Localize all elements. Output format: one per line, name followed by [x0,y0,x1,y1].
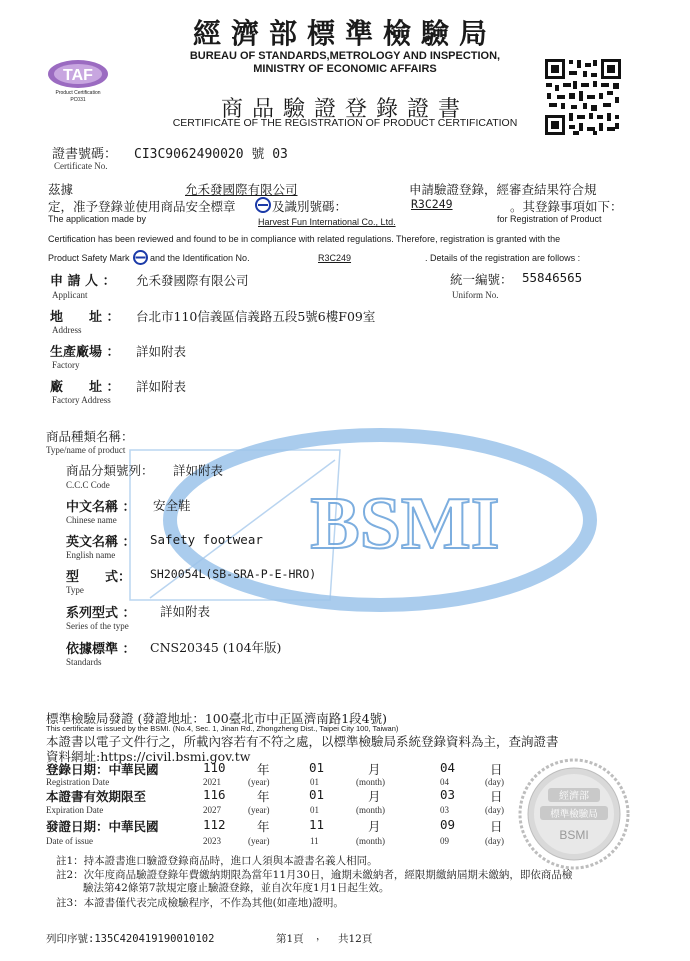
reg-month-unit: 月 [368,762,381,777]
reg-day-unit-en: (day) [485,777,504,787]
exp-month-en: 01 [310,805,319,815]
address-label: 地 址 ： [50,310,120,325]
exp-year: 116 [203,787,226,802]
reg-day-en: 04 [440,777,449,787]
issue-year-unit-en: (year) [248,836,270,846]
en-name-label: 英文名稱 ： [66,535,136,550]
en-name-label-en: English name [66,550,116,560]
applicant-value: 允禾發國際有限公司 [136,273,249,288]
intro-line2-a: 定，准予登錄並使用商品安全標章 [48,199,236,214]
issue-year-unit: 年 [257,819,270,834]
standard-value: CNS20345 (104年版) [150,640,282,655]
factory-label: 生產廠場 ： [50,345,120,360]
exp-day-en: 03 [440,805,449,815]
intro-en1-company: Harvest Fun International Co., Ltd. [258,217,396,227]
seal-line3: BSMI [559,828,589,842]
reg-date-label: 登錄日期：中華民國 [46,762,159,777]
en-name-value: Safety footwear [150,532,263,547]
note-1: 註1：持本證書進口驗證登錄商品時，進口人須與本證書名義人相同。 [56,855,378,867]
seal-line2: 標準檢驗局 [550,809,598,820]
factory-label-en: Factory [52,360,80,370]
issue-date-label-en: Date of issue [46,836,93,846]
bsmi-seal [518,758,630,870]
model-label: 型 式： [66,570,132,585]
ccc-label-en: C.C.C Code [66,480,110,490]
issue-day-en: 09 [440,836,449,846]
issuer-line1-en: This certificate is issued by the BSMI. (No.4, Sec. 1, Jinan Rd., Zhongzheng Dist., Taipei City 100, Taiwan) [46,724,399,733]
issuer-line3: 資料網址:https://civil.bsmi.gov.tw [46,749,251,764]
reg-year-ad: 2021 [203,777,221,787]
factory-value: 詳如附表 [136,344,187,359]
exp-year-unit-en: (year) [248,805,270,815]
exp-month-unit: 月 [368,789,381,804]
reg-year-unit-en: (year) [248,777,270,787]
cn-name-label-en: Chinese name [66,515,117,525]
reg-day: 04 [440,760,456,775]
intro-en3-a: Product Safety Mark [48,253,130,263]
safety-mark-icon-en [133,250,148,265]
intro-en2: Certification has been reviewed and found to be in compliance with related regulations. Therefore, registration is granted with the [48,234,561,244]
taf-sub2: PC031 [70,97,86,103]
uniform-no-value: 55846565 [522,270,583,285]
series-label-en: Series of the type [66,621,129,631]
model-value: SH20054L(SB-SRA-P-E-HRO) [150,567,317,581]
issue-day: 09 [440,817,456,832]
safety-mark-icon [255,197,271,213]
intro-en1-a: The application made by [48,214,147,224]
cn-name-label: 中文名稱 ： [66,500,136,515]
factory-address-label-en: Factory Address [52,395,111,405]
issue-month: 11 [309,817,325,832]
intro-id-code: R3C249 [411,197,453,211]
issuer-line2: 本證書以電子文件行之，所載內容若有不符之處，以標準檢驗局系統登錄資料為主，查詢證書 [46,734,559,749]
intro-en3-code: R3C249 [318,253,352,263]
note-2b: 驗法第42條第7款規定廢止驗證登錄，並自次年度1月1日起生效。 [83,882,390,894]
reg-month-en: 01 [310,777,319,787]
intro-en3-b: and the Identification No. [150,253,250,263]
intro-company-cn: 允禾發國際有限公司 [185,182,298,197]
factory-address-label: 廠 址 ： [50,380,120,395]
issuer-line1: 標準檢驗局發證 (發證地址：100臺北市中正區濟南路1段4號) [46,711,387,726]
certificate-title-cn: 商品驗證登錄證書 [220,97,469,122]
series-value: 詳如附表 [160,604,211,619]
bsmi-watermark-text: BSMI [310,483,500,565]
address-label-en: Address [52,325,82,335]
intro-line1-a: 茲據 [48,182,74,197]
ccc-value: 詳如附表 [173,463,224,478]
uniform-no-label: 統一編號： [450,272,513,287]
reg-year: 110 [203,760,226,775]
seal-line1: 經濟部 [559,791,589,802]
intro-line2-c: 。其登錄事項如下： [510,199,623,214]
note-2a: 註2：次年度商品驗證登錄年費繳納期限為當年11月30日，逾期未繳納者，經限期繳納屆期未繳納，即依商品檢 [56,869,573,881]
exp-date-label-en: Expiration Date [46,805,104,815]
note-3: 註3：本證書僅代表完成檢驗程序，不作為其他(如產地)證明。 [56,897,344,909]
issue-day-unit: 日 [490,819,503,834]
intro-line1-b: 申請驗證登錄，經審查結果符合規 [409,182,597,197]
issue-day-unit-en: (day) [485,836,504,846]
exp-day-unit: 日 [490,789,503,804]
cert-no-label-en: Certificate No. [54,161,108,171]
exp-day: 03 [440,787,456,802]
applicant-label-en: Applicant [52,290,88,300]
factory-address-value: 詳如附表 [136,379,187,394]
issue-month-unit-en: (month) [356,836,385,846]
page-total: 共12頁 [338,933,373,945]
exp-month-unit-en: (month) [356,805,385,815]
issue-month-unit: 月 [368,819,381,834]
bureau-title-en-1: BUREAU OF STANDARDS,METROLOGY AND INSPECTION, [189,50,501,62]
exp-year-ad: 2027 [203,805,221,815]
print-serial: 列印序號:135C420419190010102 [46,933,215,945]
intro-en1-b: for Registration of Product [497,214,602,224]
issue-date-label: 發證日期：中華民國 [46,819,159,834]
product-type-label-en: Type/name of product [46,445,126,455]
exp-month: 01 [309,787,325,802]
reg-year-unit: 年 [257,762,270,777]
uniform-no-label-en: Uniform No. [452,290,499,300]
page-separator: ， [316,930,327,942]
certificate-title-en: CERTIFICATE OF THE REGISTRATION OF PRODUCT CERTIFICATION [172,117,518,129]
bureau-title-cn: 經濟部標準檢驗局 [192,17,497,50]
issue-month-en: 11 [310,836,319,846]
exp-day-unit-en: (day) [485,805,504,815]
reg-month: 01 [309,760,325,775]
cert-no-label: 證書號碼： [52,147,118,162]
page-current: 第1頁 [276,933,304,945]
product-type-label: 商品種類名稱： [46,429,134,444]
intro-line2-b: 及識別號碼： [272,199,348,214]
taf-sub1: Product Certification [55,90,101,96]
svg-text:TAF: TAF [63,67,93,84]
exp-year-unit: 年 [257,789,270,804]
reg-date-label-en: Registration Date [46,777,110,787]
address-value: 台北市110信義區信義路五段5號6樓F09室 [136,309,376,324]
issue-year-ad: 2023 [203,836,221,846]
model-label-en: Type [66,585,84,595]
issue-year: 112 [203,817,226,832]
applicant-label: 申 請 人 ： [50,274,116,289]
ccc-label: 商品分類號列： [66,463,154,478]
exp-date-label: 本證書有效期限至 [46,789,147,804]
cn-name-value: 安全鞋 [153,498,191,513]
reg-day-unit: 日 [490,762,503,777]
bureau-title-en-2: MINISTRY OF ECONOMIC AFFAIRS [253,63,437,75]
standard-label-en: Standards [66,657,102,667]
cert-no-value: CI3C9062490020 號 03 [134,147,288,162]
standard-label: 依據標準 ： [66,642,136,657]
intro-en3-c: . Details of the registration are follows : [425,253,581,263]
reg-month-unit-en: (month) [356,777,385,787]
series-label: 系列型式 ： [66,606,136,621]
